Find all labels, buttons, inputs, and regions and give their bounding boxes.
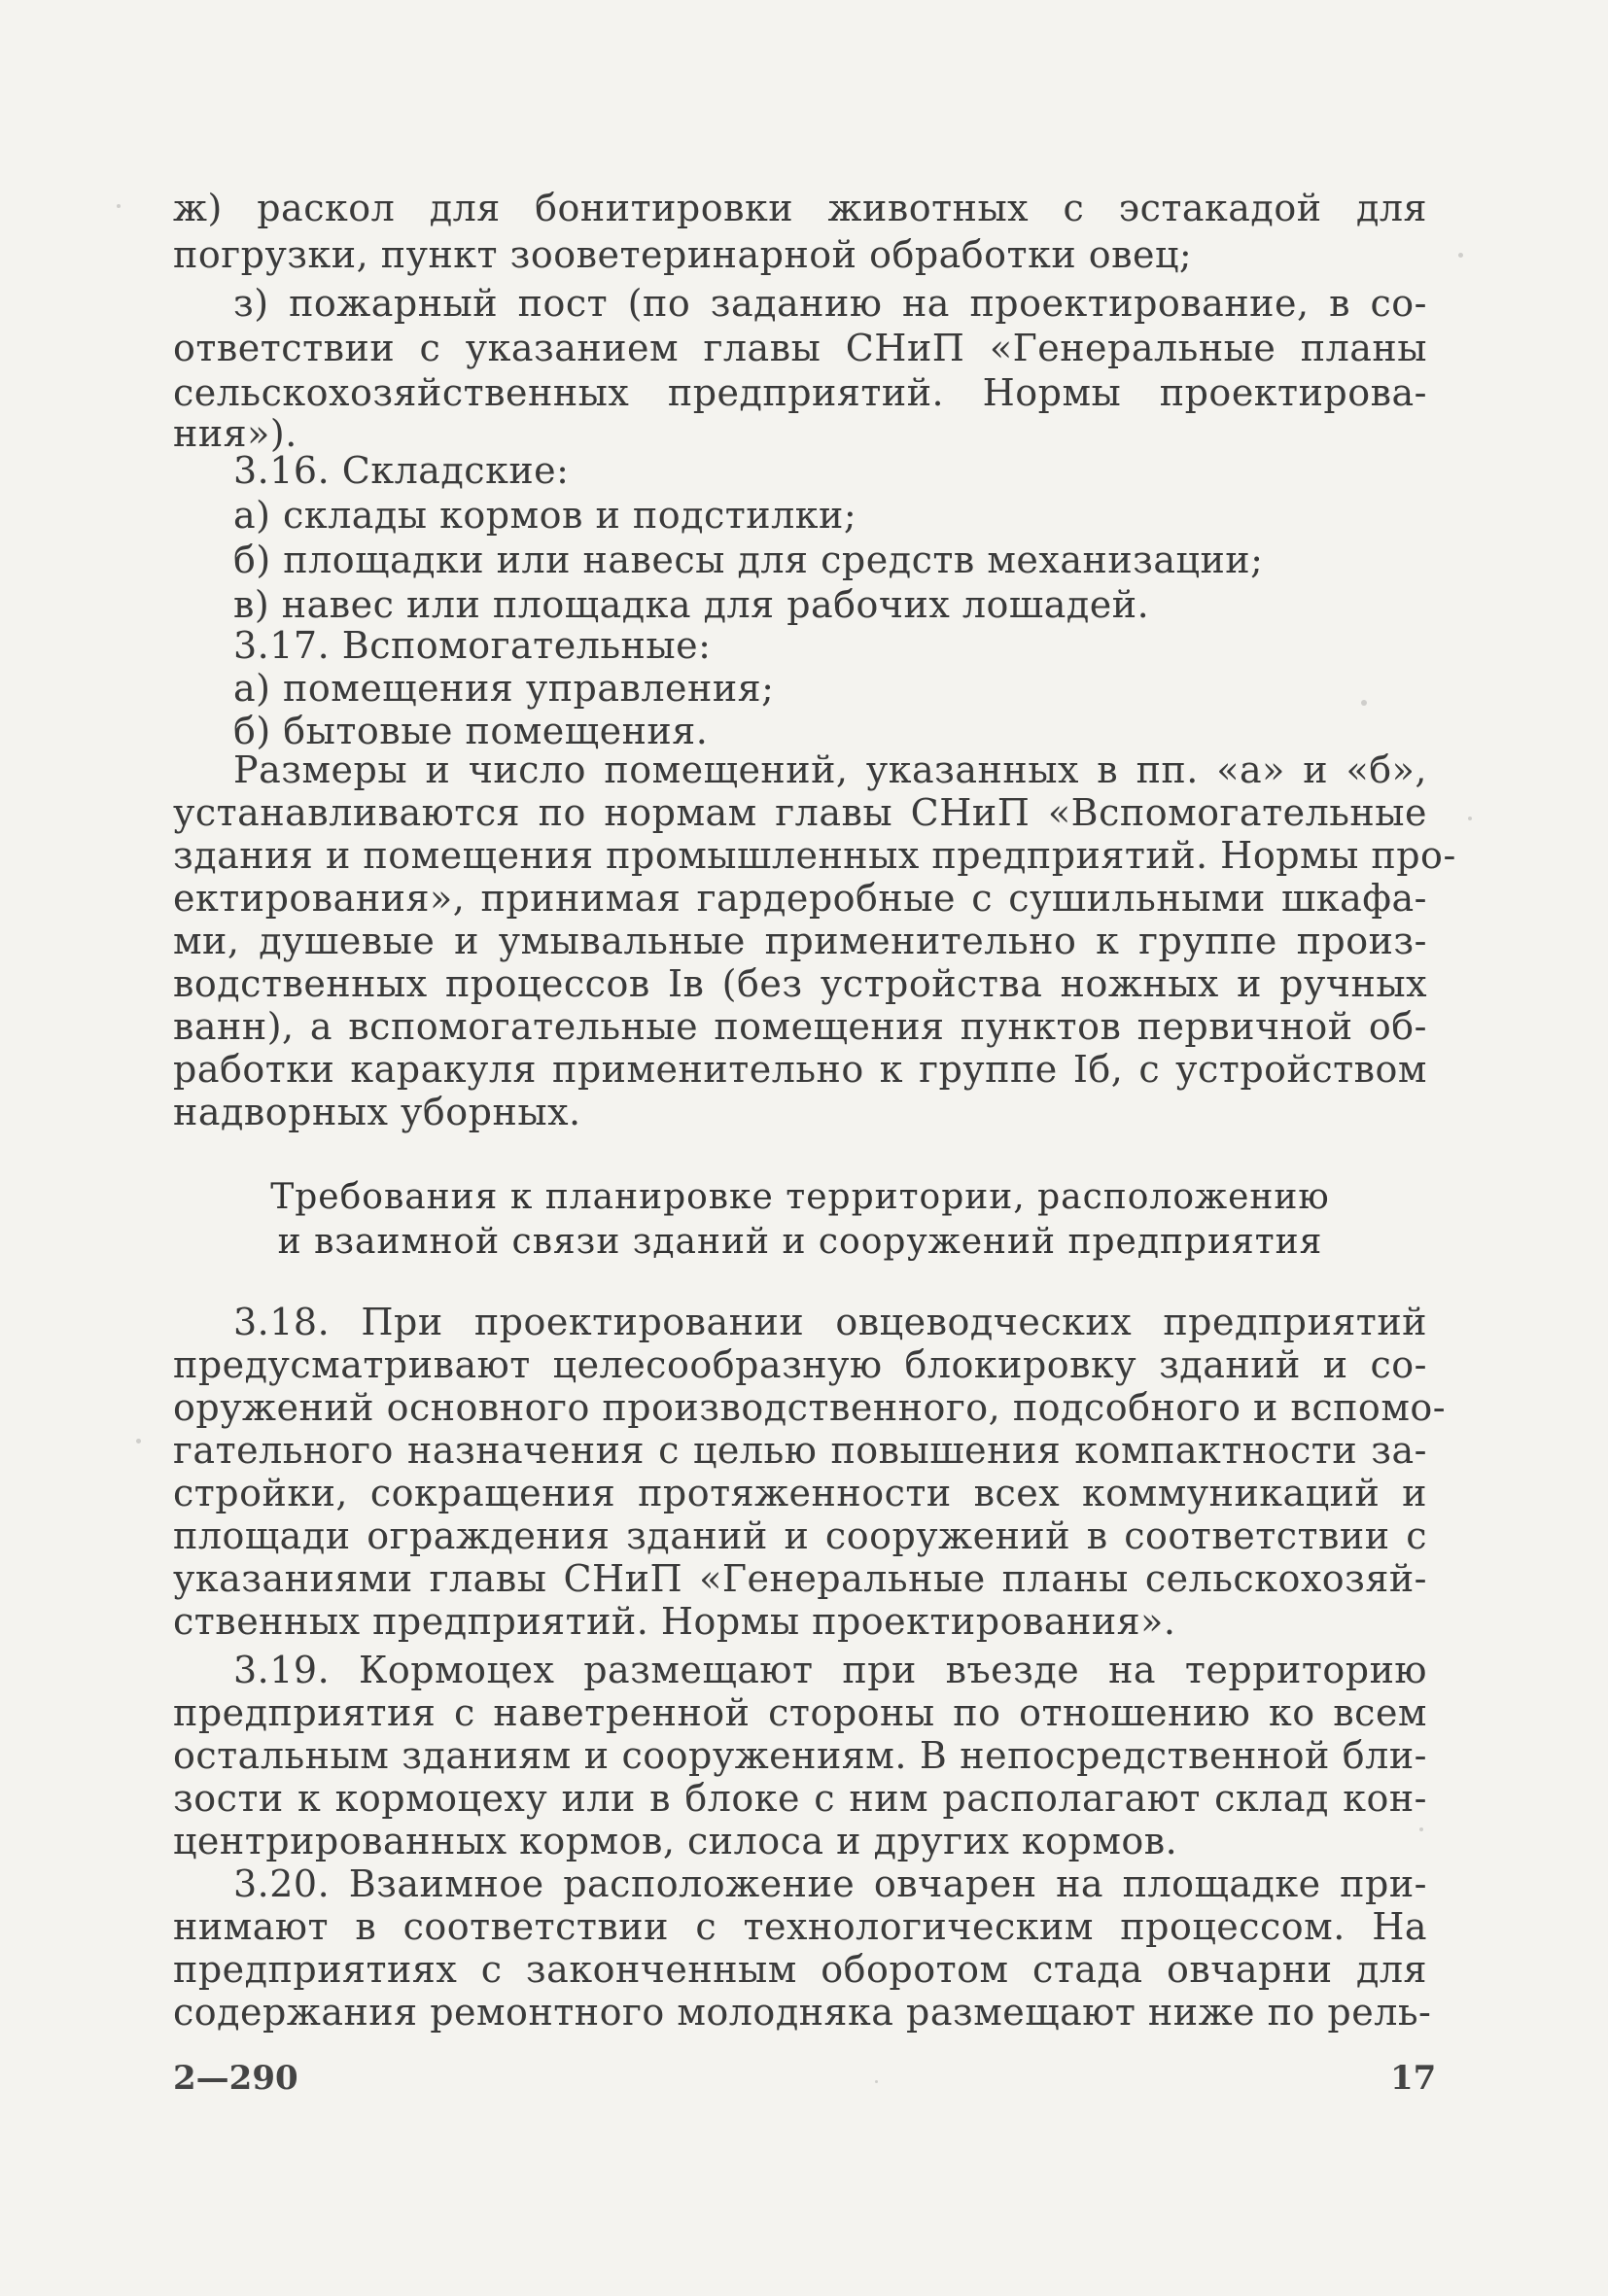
text-line: здания и помещения промышленных предприятий. Нормы про- xyxy=(173,834,1456,877)
text-line: гательного назначения с целью повышения компактности за- xyxy=(173,1429,1427,1472)
text-line: ния»). xyxy=(173,412,297,455)
scan-speck xyxy=(1361,700,1367,706)
text-line: остальным зданиям и сооружениям. В непосредственной бли- xyxy=(173,1734,1427,1777)
text-line: Размеры и число помещений, указанных в пп. «а» и «б», xyxy=(233,748,1427,791)
section-title: и взаимной связи зданий и сооружений предприятия xyxy=(277,1222,1323,1262)
section-title: Требования к планировке территории, расположению xyxy=(270,1177,1330,1217)
section-heading-3-16: 3.16. Складские: xyxy=(233,449,570,492)
text-line: ответствии с указанием главы СНиП «Генеральные планы xyxy=(173,327,1427,369)
text-line: предприятиях с законченным оборотом стада овчарни для xyxy=(173,1948,1427,1991)
scan-speck xyxy=(136,1439,141,1444)
text-line: центрированных кормов, силоса и других кормов. xyxy=(173,1820,1178,1862)
list-item: б) бытовые помещения. xyxy=(233,710,709,752)
text-line: оружений основного производственного, подсобного и вспомо- xyxy=(173,1386,1447,1429)
text-line: водственных процессов Iв (без устройства ножных и ручных xyxy=(173,962,1427,1005)
text-line: ми, душевые и умывальные применительно к группе произ- xyxy=(173,920,1427,962)
scan-speck xyxy=(1468,817,1472,820)
scan-speck xyxy=(1458,253,1463,258)
text-line: нимают в соответствии с технологическим процессом. На xyxy=(173,1905,1427,1948)
section-heading-3-17: 3.17. Вспомогательные: xyxy=(233,624,712,667)
signature-mark: 2—290 xyxy=(173,2059,298,2098)
scan-speck xyxy=(117,204,121,208)
text-line: 3.18. При проектировании овцеводческих предприятий xyxy=(233,1301,1427,1343)
text-line: площади ограждения зданий и сооружений в соответствии с xyxy=(173,1514,1427,1557)
text-line: ж) раскол для бонитировки животных с эстакадой для xyxy=(173,187,1427,229)
text-line: содержания ремонтного молодняка размещают ниже по рель- xyxy=(173,1991,1432,2034)
text-line: указаниями главы СНиП «Генеральные планы сельскохозяй- xyxy=(173,1557,1427,1600)
text-line: погрузки, пункт зооветеринарной обработки овец; xyxy=(173,233,1193,276)
text-line: предприятия с наветренной стороны по отношению ко всем xyxy=(173,1691,1427,1734)
page-number: 17 xyxy=(1390,2059,1437,2098)
text-line: з) пожарный пост (по заданию на проектирование, в со- xyxy=(233,282,1427,325)
text-line: сельскохозяйственных предприятий. Нормы проектирова- xyxy=(173,371,1427,414)
text-line: ственных предприятий. Нормы проектирования». xyxy=(173,1600,1176,1643)
text-line: 3.19. Кормоцех размещают при въезде на территорию xyxy=(233,1649,1427,1691)
text-line: стройки, сокращения протяженности всех коммуникаций и xyxy=(173,1472,1427,1514)
scan-speck xyxy=(875,2080,878,2083)
text-line: надворных уборных. xyxy=(173,1091,581,1133)
text-line: 3.20. Взаимное расположение овчарен на площадке при- xyxy=(233,1862,1427,1905)
text-line: устанавливаются по нормам главы СНиП «Вспомогательные xyxy=(173,791,1427,834)
scan-speck xyxy=(1419,1827,1423,1831)
list-item: а) помещения управления; xyxy=(233,667,775,710)
text-line: ектирования», принимая гардеробные с сушильными шкафа- xyxy=(173,877,1427,920)
text-line: предусматривают целесообразную блокировку зданий и со- xyxy=(173,1343,1427,1386)
list-item: а) склады кормов и подстилки; xyxy=(233,494,857,537)
text-line: зости к кормоцеху или в блоке с ним располагают склад кон- xyxy=(173,1777,1427,1820)
text-line: работки каракуля применительно к группе Iб, с устройством xyxy=(173,1048,1427,1091)
list-item: б) площадки или навесы для средств механизации; xyxy=(233,539,1264,581)
list-item: в) навес или площадка для рабочих лошадей. xyxy=(233,583,1150,626)
text-line: ванн), а вспомогательные помещения пунктов первичной об- xyxy=(173,1005,1427,1048)
